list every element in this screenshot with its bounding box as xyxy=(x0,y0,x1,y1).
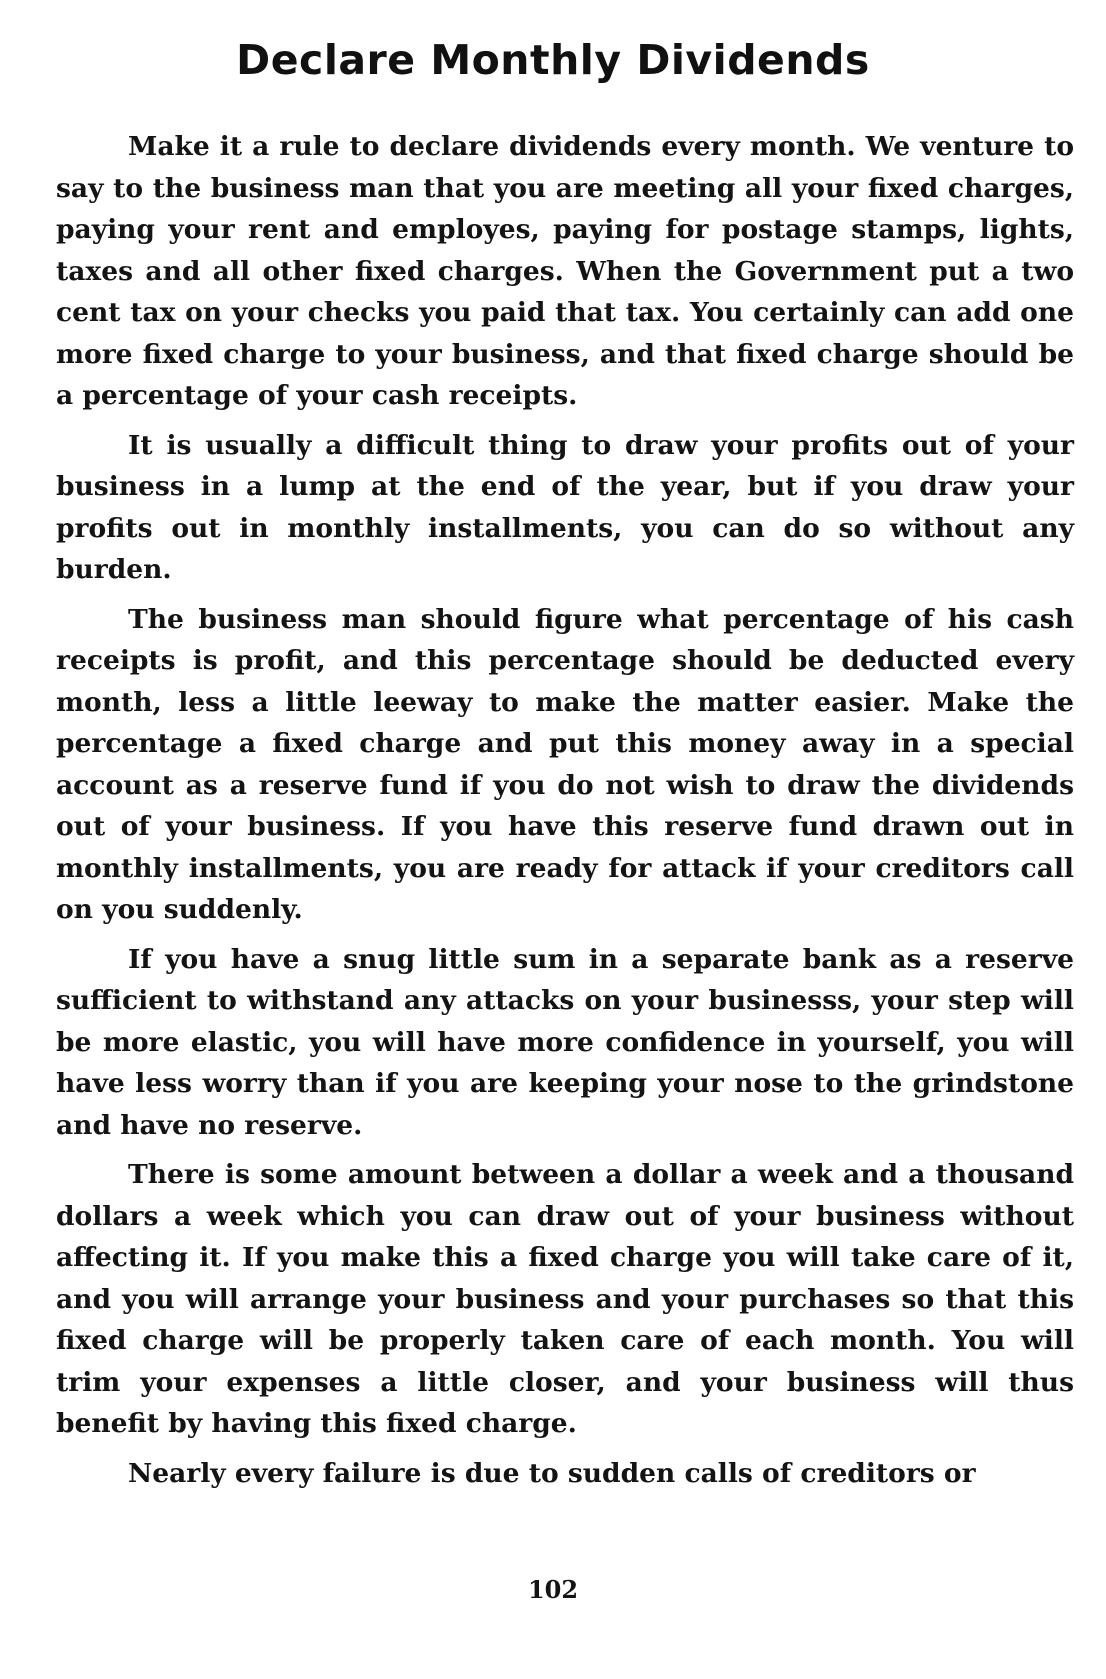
page-title: Declare Monthly Dividends xyxy=(236,36,870,84)
paragraph: There is some amount between a dollar a week and a thousand dollars a week which you can draw out of your business without affecting it. If you make this a fixed charge you will take care of it, and you will arrange your business and your purchases so that this fixed charge will be properly taken care of each month. You will trim your expenses a little closer, and your business will thus benefit by having this fixed charge. xyxy=(56,1159,1074,1439)
body-text xyxy=(56,126,1074,1502)
paragraph: It is usually a difficult thing to draw your profits out of your business in a lump at the end of the year, but if you draw your profits out in monthly installments, you can do so without any burden. xyxy=(56,429,1074,585)
paragraph: If you have a snug little sum in a separate bank as a reserve sufficient to withstand any attacks on your businesss, your step will be more elastic, you will have more confidence in yourself, you will have less worry than if you are keeping your nose to the grindstone and have no reserve. xyxy=(56,943,1074,1141)
page-number: 102 xyxy=(527,1575,579,1604)
paragraph: Make it a rule to declare dividends every month. We venture to say to the business man that you are meeting all your fixed charges, paying your rent and employes, paying for postage stamps, lights, taxes and all other fixed charges. When the Government put a two cent tax on your checks you paid that tax. You certainly can add one more fixed charge to your business, and that fixed charge should be a percentage of your cash receipts. xyxy=(56,131,1074,411)
paragraph: The business man should figure what percentage of his cash receipts is profit, and this percentage should be deducted every month, less a little leeway to make the matter easier. Make the percentage a fixed charge and put this money away in a special account as a reserve fund if you do not wish to draw the dividends out of your business. If you have this reserve fund drawn out in monthly installments, you are ready for attack if your creditors call on you suddenly. xyxy=(56,603,1074,925)
paragraph: Nearly every failure is due to sudden calls of creditors or xyxy=(128,1457,976,1489)
